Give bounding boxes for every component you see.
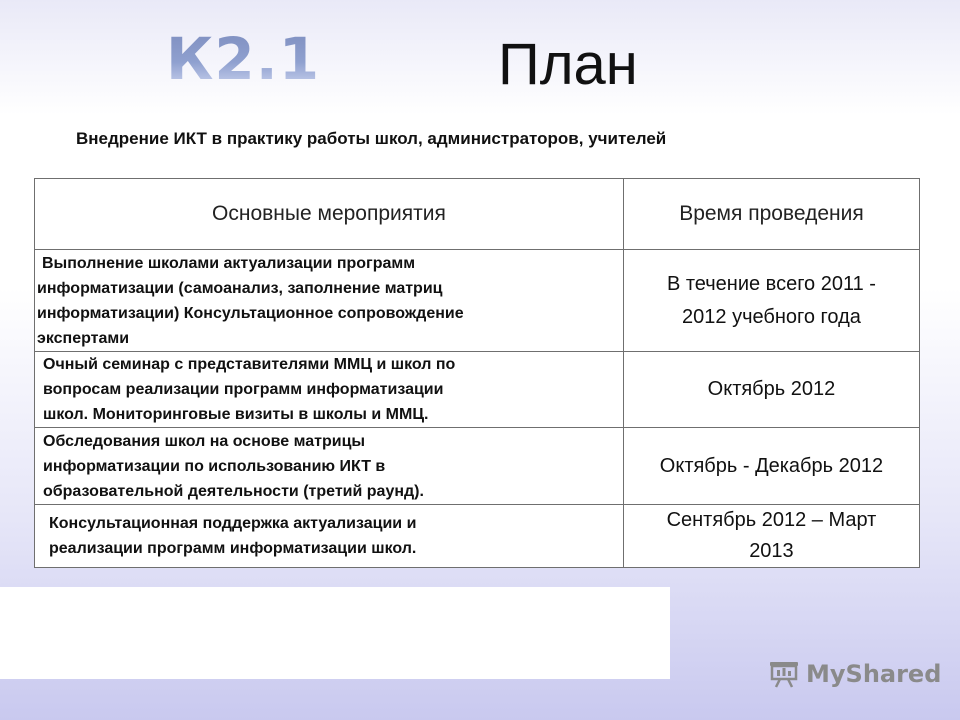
activity-line: информатизации) Консультационное сопровождение	[37, 304, 464, 322]
table-row	[35, 428, 920, 505]
time-line: В течение всего 2011 -	[666, 272, 876, 295]
slide-code-logo: К2.1	[166, 25, 321, 93]
time-cell	[623, 352, 919, 428]
activity-line: экспертами	[37, 329, 130, 347]
activity-cell	[35, 352, 624, 428]
time-line: Октябрь 2012	[707, 378, 836, 400]
activity-line: школ. Мониторинговые визиты в школы и ММЦ.	[43, 406, 429, 423]
activity-line: реализации программ информатизации школ.	[49, 540, 417, 557]
activity-line: Очный семинар с представителями ММЦ и школ по	[43, 356, 456, 373]
activity-line: информатизации (самоанализ, заполнение матриц	[37, 279, 443, 297]
projector-screen-icon	[768, 659, 800, 689]
time-line: Октябрь - Декабрь 2012	[659, 454, 884, 477]
slide-title: План	[498, 32, 638, 97]
time-cell	[623, 505, 919, 568]
activity-line: Обследования школ на основе матрицы	[43, 432, 366, 450]
table-row	[35, 250, 920, 352]
time-line: 2012 учебного года	[682, 305, 861, 328]
activity-line: Консультационная поддержка актуализации и	[49, 515, 417, 532]
activity-cell	[35, 250, 624, 352]
blank-panel	[0, 587, 670, 679]
activity-cell	[35, 505, 624, 568]
header-activities: Основные мероприятия	[35, 179, 624, 250]
activity-line: информатизации по использованию ИКТ в	[43, 457, 386, 475]
time-line: Сентябрь 2012 – Март	[666, 509, 877, 531]
header-time: Время проведения	[623, 179, 919, 250]
time-line: 2013	[749, 540, 794, 562]
plan-table	[34, 178, 920, 568]
time-cell	[623, 428, 919, 505]
watermark[interactable]	[768, 656, 941, 692]
slide-subtitle: Внедрение ИКТ в практику работы школ, администраторов, учителей	[76, 129, 667, 148]
time-cell	[623, 250, 919, 352]
table-row	[35, 352, 920, 428]
activity-line: образовательной деятельности (третий раунд).	[43, 482, 424, 500]
table-row	[35, 505, 920, 568]
watermark-text: MyShared	[806, 660, 942, 688]
activity-cell	[35, 428, 624, 505]
table-header-row	[35, 179, 920, 250]
activity-line: вопросам реализации программ информатизации	[43, 381, 444, 398]
activity-line: Выполнение школами актуализации программ	[42, 254, 416, 272]
